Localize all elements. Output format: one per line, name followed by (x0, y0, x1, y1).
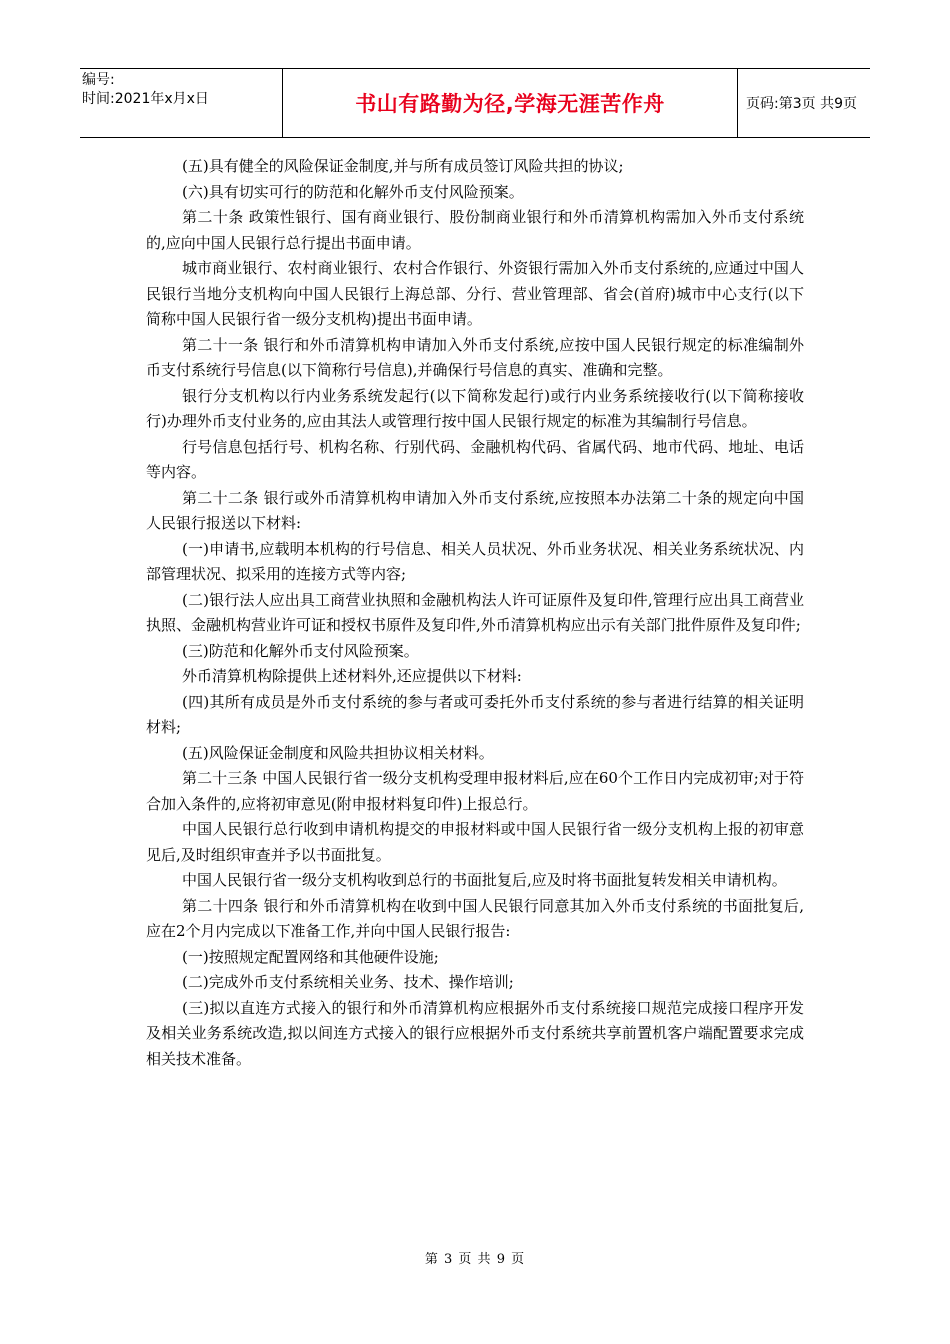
document-number-label: 编号: (82, 72, 115, 88)
paragraph: 第二十四条 银行和外币清算机构在收到中国人民银行同意其加入外币支付系统的书面批复后,应在2个月内完成以下准备工作,并向中国人民银行报告: (146, 896, 804, 940)
paragraph: (五)具有健全的风险保证金制度,并与所有成员签订风险共担的协议; (182, 157, 624, 175)
document-body (146, 154, 804, 1072)
header-motto-cell (283, 69, 738, 137)
paragraph: 城市商业银行、农村商业银行、农村合作银行、外资银行需加入外币支付系统的,应通过中国人民银行当地分支机构向中国人民银行上海总部、分行、营业管理部、省会(首府)城市中心支行(以下简称中国人民银行省一级分支机构)提出书面申请。 (146, 259, 804, 328)
paragraph: (二)银行法人应出具工商营业执照和金融机构法人许可证原件及复印件,管理行应出具工商营业执照、金融机构营业许可证和授权书原件及复印件,外币清算机构应出示有关部门批件原件及复印件; (146, 590, 804, 634)
paragraph: 第二十一条 银行和外币清算机构申请加入外币支付系统,应按中国人民银行规定的标准编制外币支付系统行号信息(以下简称行号信息),并确保行号信息的真实、准确和完整。 (146, 335, 804, 379)
document-time-label: 时间:2021年x月x日 (82, 91, 209, 107)
header-meta (80, 69, 283, 137)
paragraph: (四)其所有成员是外币支付系统的参与者或可委托外币支付系统的参与者进行结算的相关证明材料; (146, 692, 804, 736)
paragraph: 行号信息包括行号、机构名称、行别代码、金融机构代码、省属代码、地市代码、地址、电话等内容。 (146, 437, 804, 481)
paragraph: 中国人民银行省一级分支机构收到总行的书面批复后,应及时将书面批复转发相关申请机构。 (182, 871, 787, 889)
paragraph: 外币清算机构除提供上述材料外,还应提供以下材料: (182, 667, 522, 685)
page-header (80, 68, 870, 138)
paragraph: 第二十二条 银行或外币清算机构申请加入外币支付系统,应按照本办法第二十条的规定向中国人民银行报送以下材料: (146, 488, 804, 532)
paragraph: (一)按照规定配置网络和其他硬件设施; (182, 947, 439, 966)
paragraph: (一)申请书,应载明本机构的行号信息、相关人员状况、外币业务状况、相关业务系统状况、内部管理状况、拟采用的连接方式等内容; (146, 539, 804, 583)
header-motto: 书山有路勤为径,学海无涯苦作舟 (355, 92, 665, 116)
paragraph: 第二十条 政策性银行、国有商业银行、股份制商业银行和外币清算机构需加入外币支付系统的,应向中国人民银行总行提出书面申请。 (146, 208, 804, 252)
paragraph: 银行分支机构以行内业务系统发起行(以下简称发起行)或行内业务系统接收行(以下简称接收行)办理外币支付业务的,应由其法人或管理行按中国人民银行规定的标准为其编制行号信息。 (146, 386, 804, 430)
paragraph: (六)具有切实可行的防范和化解外币支付风险预案。 (182, 182, 524, 201)
paragraph: 第二十三条 中国人民银行省一级分支机构受理申报材料后,应在60个工作日内完成初审;对于符合加入条件的,应将初审意见(附申报材料复印件)上报总行。 (146, 769, 804, 813)
paragraph: (三)拟以直连方式接入的银行和外币清算机构应根据外币支付系统接口规范完成接口程序开发及相关业务系统改造,拟以间连方式接入的银行应根据外币支付系统共享前置机客户端配置要求完成相关技术准备。 (146, 998, 804, 1068)
paragraph: 中国人民银行总行收到申请机构提交的申报材料或中国人民银行省一级分支机构上报的初审意见后,及时组织审查并予以书面批复。 (146, 820, 804, 864)
header-page-info: 页码:第3页 共9页 (746, 96, 857, 112)
paragraph: (二)完成外币支付系统相关业务、技术、操作培训; (182, 973, 514, 991)
paragraph: (三)防范和化解外币支付风险预案。 (182, 641, 419, 660)
page-footer: 第 3 页 共 9 页 (424, 1252, 526, 1267)
paragraph: (五)风险保证金制度和风险共担协议相关材料。 (182, 743, 494, 762)
